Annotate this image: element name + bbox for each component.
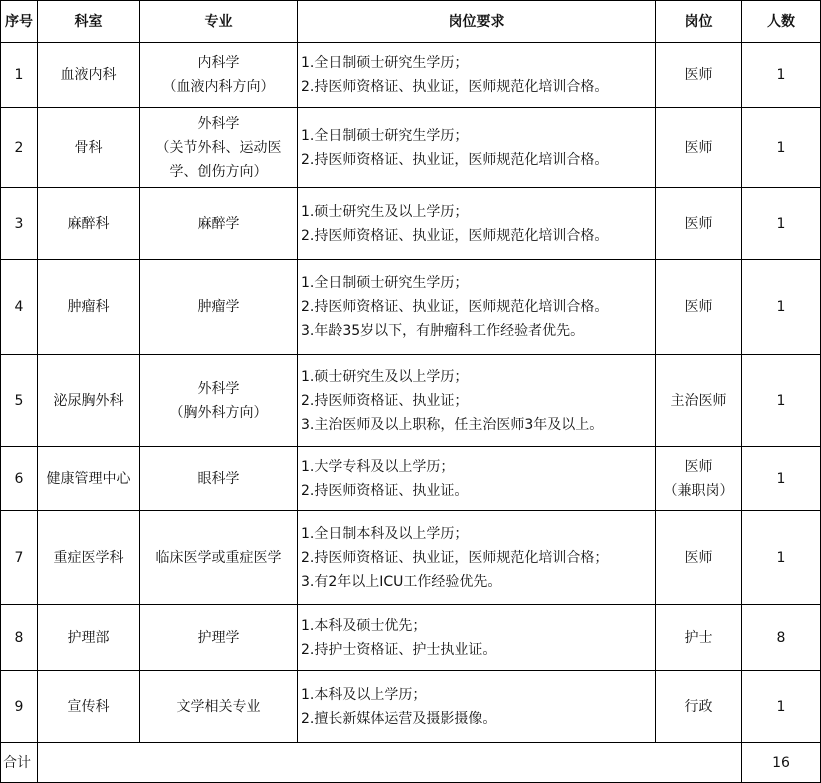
major-cell-line: 学、创伤方向） <box>169 163 268 180</box>
seq-cell: 2 <box>1 108 38 188</box>
major-cell-line: 眼科学 <box>197 470 240 487</box>
requirements-cell <box>298 511 656 605</box>
requirements-cell-line: 1.全日制硕士研究生学历； <box>301 127 469 144</box>
seq-cell: 3 <box>1 188 38 260</box>
post-cell <box>656 43 742 108</box>
requirements-cell-line: 3.有2年以上ICU工作经验优先。 <box>301 573 502 590</box>
dept-cell: 宣传科 <box>38 671 140 743</box>
requirements-cell-line: 2.持护士资格证、护士执业证。 <box>301 641 497 658</box>
post-cell <box>656 671 742 743</box>
count-cell: 8 <box>742 605 821 671</box>
total-empty <box>38 743 742 783</box>
dept-cell: 肿瘤科 <box>38 260 140 355</box>
requirements-cell-line: 2.持医师资格证、执业证； <box>301 392 469 409</box>
major-cell-line: （胸外科方向） <box>169 404 268 421</box>
major-cell <box>140 511 298 605</box>
total-label: 合计 <box>1 743 38 783</box>
header-count: 人数 <box>742 1 821 43</box>
requirements-cell-line: 1.本科及硕士优先； <box>301 617 427 634</box>
seq-cell: 6 <box>1 447 38 511</box>
table-row <box>1 260 821 355</box>
requirements-cell-line: 1.硕士研究生及以上学历； <box>301 368 469 385</box>
requirements-cell-line: 1.全日制硕士研究生学历； <box>301 55 469 71</box>
major-cell-line: 肿瘤学 <box>197 299 240 315</box>
requirements-cell-line: 2.持医师资格证、执业证，医师规范化培训合格； <box>301 549 609 566</box>
post-cell-line: 医师 <box>684 139 713 156</box>
major-cell <box>140 671 298 743</box>
table-row <box>1 108 821 188</box>
post-cell <box>656 511 742 605</box>
requirements-cell-line: 1.全日制硕士研究生学历； <box>301 275 469 291</box>
requirements-cell-line: 1.全日制本科及以上学历； <box>301 525 469 542</box>
post-cell <box>656 605 742 671</box>
header-major: 专业 <box>140 1 298 43</box>
post-cell <box>656 108 742 188</box>
requirements-cell <box>298 355 656 447</box>
total-count: 16 <box>742 743 821 783</box>
requirements-cell-line: 3.主治医师及以上职称，任主治医师3年及以上。 <box>301 416 604 433</box>
requirements-cell-line: 2.持医师资格证、执业证。 <box>301 482 469 499</box>
count-cell: 1 <box>742 671 821 743</box>
dept-cell: 麻醉科 <box>38 188 140 260</box>
requirements-cell <box>298 108 656 188</box>
requirements-cell <box>298 447 656 511</box>
major-cell-line: 护理学 <box>197 629 240 646</box>
header-dept: 科室 <box>38 1 140 43</box>
seq-cell: 4 <box>1 260 38 355</box>
requirements-cell-line: 2.擅长新媒体运营及摄影摄像。 <box>301 710 497 727</box>
requirements-cell-line: 1.大学专科及以上学历； <box>301 458 455 475</box>
count-cell: 1 <box>742 260 821 355</box>
table-row <box>1 43 821 108</box>
major-cell-line: 外科学 <box>197 115 240 132</box>
dept-cell: 泌尿胸外科 <box>38 355 140 447</box>
header-requirements: 岗位要求 <box>298 1 656 43</box>
requirements-cell-line: 2.持医师资格证、执业证，医师规范化培训合格。 <box>301 79 609 95</box>
requirements-cell <box>298 260 656 355</box>
requirements-cell-line: 1.硕士研究生及以上学历； <box>301 203 469 220</box>
count-cell: 1 <box>742 188 821 260</box>
seq-cell: 5 <box>1 355 38 447</box>
major-cell-line: 麻醉学 <box>197 215 240 232</box>
major-cell <box>140 108 298 188</box>
requirements-cell-line: 2.持医师资格证、执业证，医师规范化培训合格。 <box>301 299 609 315</box>
requirements-cell-line: 1.本科及以上学历； <box>301 686 427 703</box>
major-cell <box>140 188 298 260</box>
post-cell <box>656 260 742 355</box>
header-seq: 序号 <box>1 1 38 43</box>
post-cell <box>656 355 742 447</box>
requirements-cell-line: 2.持医师资格证、执业证，医师规范化培训合格。 <box>301 227 609 244</box>
post-cell <box>656 447 742 511</box>
requirements-cell <box>298 605 656 671</box>
table-row <box>1 511 821 605</box>
count-cell: 1 <box>742 108 821 188</box>
post-cell-line: 医师 <box>684 67 713 83</box>
major-cell <box>140 260 298 355</box>
major-cell-line: 临床医学或重症医学 <box>155 549 282 566</box>
major-cell-line: （血液内科方向） <box>162 79 275 95</box>
table-row <box>1 605 821 671</box>
post-cell-line: 行政 <box>684 698 713 715</box>
total-row <box>1 743 821 783</box>
dept-cell: 骨科 <box>38 108 140 188</box>
post-cell-line: 医师 <box>684 458 713 475</box>
table-row <box>1 447 821 511</box>
dept-cell: 血液内科 <box>38 43 140 108</box>
count-cell: 1 <box>742 355 821 447</box>
post-cell-line: 主治医师 <box>670 392 727 409</box>
post-cell <box>656 188 742 260</box>
requirements-cell <box>298 671 656 743</box>
table-row <box>1 355 821 447</box>
major-cell <box>140 43 298 108</box>
seq-cell: 8 <box>1 605 38 671</box>
count-cell: 1 <box>742 447 821 511</box>
dept-cell: 重症医学科 <box>38 511 140 605</box>
count-cell: 1 <box>742 511 821 605</box>
header-row <box>1 1 821 43</box>
major-cell <box>140 605 298 671</box>
table-row <box>1 188 821 260</box>
dept-cell: 健康管理中心 <box>38 447 140 511</box>
post-cell-line: 医师 <box>684 215 713 232</box>
post-cell-line: 医师 <box>684 549 713 566</box>
header-post: 岗位 <box>656 1 742 43</box>
count-cell: 1 <box>742 43 821 108</box>
post-cell-line: 护士 <box>684 629 713 646</box>
seq-cell: 7 <box>1 511 38 605</box>
seq-cell: 9 <box>1 671 38 743</box>
requirements-cell-line: 2.持医师资格证、执业证，医师规范化培训合格。 <box>301 151 609 168</box>
seq-cell: 1 <box>1 43 38 108</box>
dept-cell: 护理部 <box>38 605 140 671</box>
major-cell <box>140 355 298 447</box>
major-cell-line: 外科学 <box>197 380 240 397</box>
requirements-cell-line: 3.年龄35岁以下，有肿瘤科工作经验者优先。 <box>301 323 585 339</box>
requirements-cell <box>298 188 656 260</box>
requirements-cell <box>298 43 656 108</box>
post-cell-line: （兼职岗） <box>663 482 734 499</box>
major-cell-line: 内科学 <box>197 55 240 71</box>
post-cell-line: 医师 <box>684 299 713 315</box>
table-row <box>1 671 821 743</box>
major-cell <box>140 447 298 511</box>
major-cell-line: （关节外科、运动医 <box>155 139 282 156</box>
major-cell-line: 文学相关专业 <box>176 698 261 715</box>
